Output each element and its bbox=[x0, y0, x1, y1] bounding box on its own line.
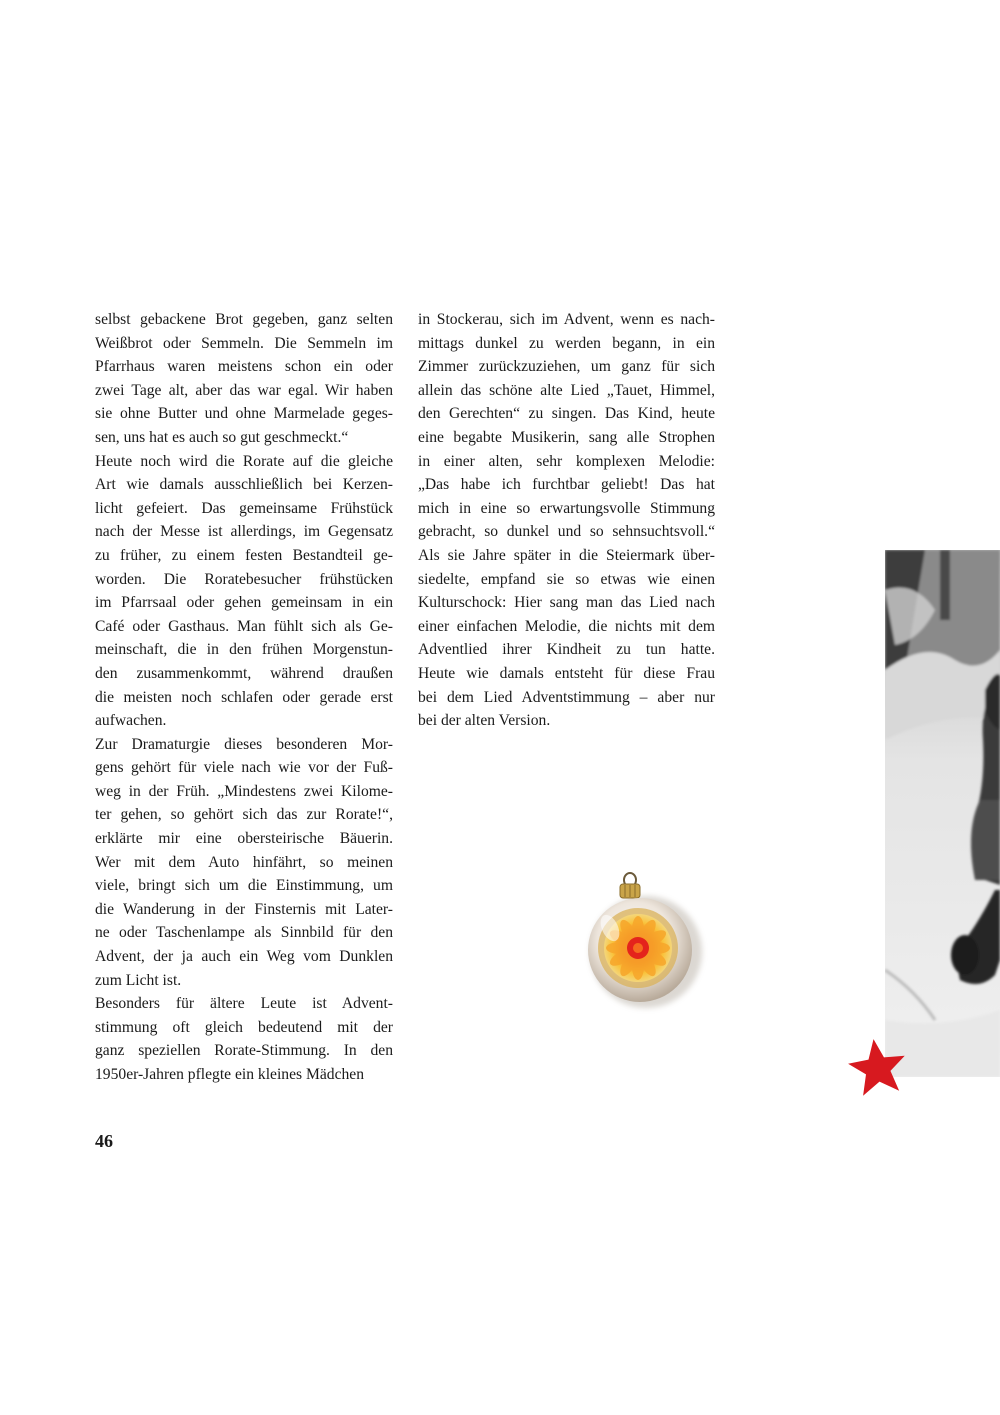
winter-photo bbox=[885, 550, 1000, 1077]
text-line: nach der Messe ist allerdings, im Gegensatz bbox=[95, 523, 393, 541]
text-line: ne oder Taschenlampe als Sinnbild für den bbox=[95, 924, 393, 942]
text-line: gens gehört für viele nach wie vor der Fuß- bbox=[95, 759, 393, 777]
text-line: Weißbrot oder Semmeln. Die Semmeln im bbox=[95, 334, 393, 352]
left-text-column bbox=[95, 308, 393, 1087]
text-line: ter gehen, so gehört sich das zur Rorate!“, bbox=[95, 806, 393, 824]
text-line: ganz speziellen Rorate-Stimmung. In den bbox=[95, 1042, 393, 1060]
text-line: Zimmer zurückzuziehen, um ganz für sich bbox=[418, 358, 715, 376]
text-line: Zur Dramaturgie dieses besonderen Mor- bbox=[95, 735, 393, 753]
text-line: bei dem Lied Adventstimmung – aber nur bbox=[418, 688, 715, 706]
text-line: Kulturschock: Hier sang man das Lied nach bbox=[418, 594, 715, 612]
text-line: siedelte, empfand sie so etwas wie einen bbox=[418, 570, 715, 588]
text-line: selbst gebackene Brot gegeben, ganz selten bbox=[95, 311, 393, 328]
text-line: Wer mit dem Auto hinfährt, so meinen bbox=[95, 853, 393, 871]
text-line: Besonders für ältere Leute ist Advent- bbox=[95, 995, 393, 1013]
text-line: die Wanderung in der Finsternis mit Later- bbox=[95, 900, 393, 918]
text-line: zum Licht ist. bbox=[95, 971, 182, 989]
text-line: meinschaft, die in den frühen Morgenstun- bbox=[95, 641, 393, 659]
text-line: weg in der Früh. „Mindestens zwei Kilome- bbox=[95, 782, 393, 800]
text-line: mittags dunkel zu werden begann, in ein bbox=[418, 334, 715, 352]
text-line: Adventlied ihrer Kindheit zu tun hatte. bbox=[418, 641, 715, 659]
text-line: einer einfachen Melodie, die nichts mit dem bbox=[418, 617, 715, 635]
text-line: den Gerechten“ zu singen. Das Kind, heute bbox=[418, 405, 715, 423]
text-line: „Das habe ich furchtbar geliebt! Das hat bbox=[418, 476, 715, 494]
red-star-icon bbox=[845, 1035, 910, 1100]
text-line: die meisten noch schlafen oder gerade erst bbox=[95, 688, 393, 706]
text-line: worden. Die Roratebesucher frühstücken bbox=[95, 570, 393, 588]
text-line: Heute noch wird die Rorate auf die gleiche bbox=[95, 452, 393, 470]
text-line: sen, uns hat es auch so gut geschmeckt.“ bbox=[95, 428, 349, 446]
text-line: in einer alten, sehr komplexen Melodie: bbox=[418, 452, 715, 470]
text-line: eine begabte Musikerin, sang alle Strophen bbox=[418, 428, 715, 446]
text-line: viele, bringt sich um die Einstimmung, um bbox=[95, 877, 393, 895]
text-line: gebracht, so dunkel und so sehnsuchtsvoll.“ bbox=[418, 523, 715, 541]
page-number: 46 bbox=[95, 1131, 113, 1151]
text-line: sie ohne Butter und ohne Marmelade geges- bbox=[95, 405, 393, 423]
text-line: Art wie damals ausschließlich bei Kerzen- bbox=[95, 476, 393, 494]
text-line: allein das schöne alte Lied „Tauet, Himmel, bbox=[418, 381, 715, 399]
right-text-column bbox=[418, 308, 715, 733]
text-line: Pfarrhaus waren meistens schon ein oder bbox=[95, 358, 393, 376]
text-line: Advent, der ja auch ein Weg vom Dunklen bbox=[95, 948, 393, 966]
text-line: in Stockerau, sich im Advent, wenn es nach- bbox=[418, 311, 715, 328]
text-line: bei der alten Version. bbox=[418, 712, 551, 730]
text-line: erklärte mir eine obersteirische Bäuerin. bbox=[95, 830, 393, 848]
text-line: Heute wie damals entsteht für diese Frau bbox=[418, 664, 715, 682]
text-line: Café oder Gasthaus. Man fühlt sich als Ge- bbox=[95, 617, 393, 635]
text-line: licht gefeiert. Das gemeinsame Frühstück bbox=[95, 499, 393, 517]
text-line: aufwachen. bbox=[95, 712, 167, 730]
text-line: Als sie Jahre später in die Steiermark über- bbox=[418, 546, 715, 564]
text-line: zwei Tage alt, aber das war egal. Wir haben bbox=[95, 381, 393, 399]
text-line: zu früher, zu einem festen Bestandteil ge- bbox=[95, 546, 393, 564]
text-line: mich in eine so erwartungsvolle Stimmung bbox=[418, 499, 715, 517]
text-line: 1950er-Jahren pflegte ein kleines Mädchen bbox=[95, 1066, 365, 1083]
christmas-ornament-image bbox=[580, 870, 710, 1020]
text-line: stimmung oft gleich bedeutend mit der bbox=[95, 1018, 393, 1036]
text-line: den zusammenkommt, während draußen bbox=[95, 664, 393, 682]
text-line: im Pfarrsaal oder gehen gemeinsam in ein bbox=[95, 594, 393, 612]
